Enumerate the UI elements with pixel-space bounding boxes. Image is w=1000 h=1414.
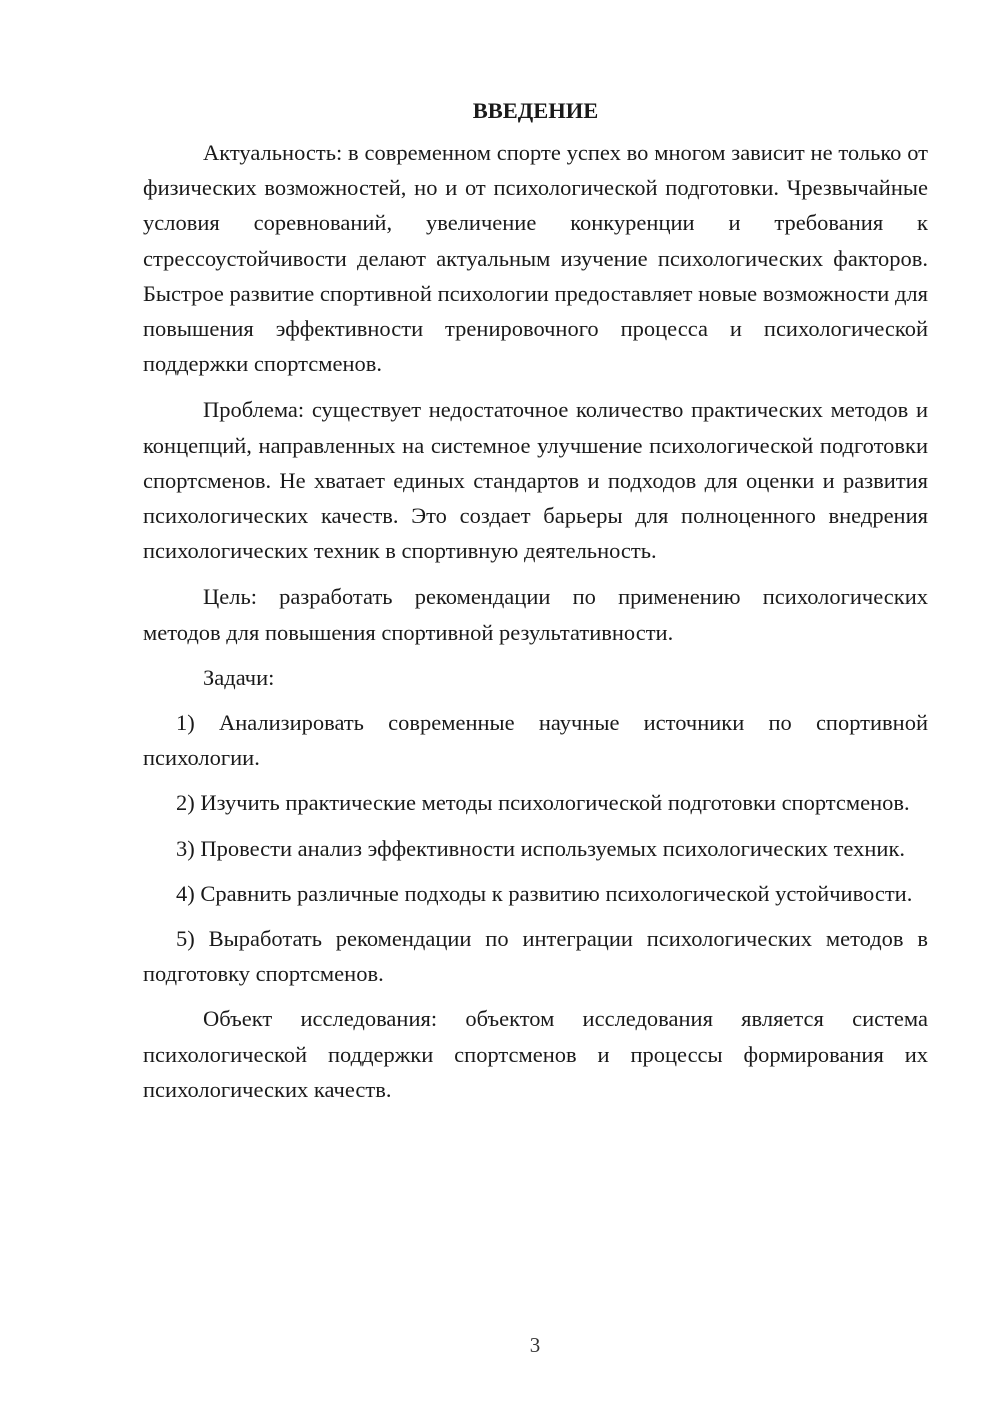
section-heading: ВВЕДЕНИЕ xyxy=(472,98,599,123)
document-page xyxy=(143,93,928,1118)
relevance-paragraph: Актуальность: в современном спорте успех во многом зависит не только от физических возможностей, но и от психологической подготовки. Чрезвычайные условия соревнований, увеличение конкуренции и требования к стрессоустойчивости делают актуальным изучение психологических факторов. Быстрое развитие спортивной психологии предоставляет новые возможности для повышения эффективности тренировочного процесса и психологической поддержки спортсменов. xyxy=(143,140,928,377)
task-item-2: 2) Изучить практические методы психологической подготовки спортсменов. xyxy=(176,790,910,816)
task-item-5: 5) Выработать рекомендации по интеграции психологических методов в подготовку спортсменов. xyxy=(143,926,928,987)
object-paragraph: Объект исследования: объектом исследования является система психологической поддержки спортсменов и процессы формирования их психологических качеств. xyxy=(143,1006,928,1102)
task-item-1: 1) Анализировать современные научные источники по спортивной психологии. xyxy=(143,710,928,771)
task-item-4: 4) Сравнить различные подходы к развитию психологической устойчивости. xyxy=(176,880,913,906)
page-number: 3 xyxy=(529,1333,541,1357)
problem-paragraph: Проблема: существует недостаточное количество практических методов и концепций, направленных на системное улучшение психологической подготовки спортсменов. Не хватает единых стандартов и подходов для оценки и развития психологических качеств. Это создает барьеры для полноценного внедрения психологических техник в спортивную деятельность. xyxy=(143,397,928,564)
goal-paragraph: Цель: разработать рекомендации по применению психологических методов для повышения спортивной результативности. xyxy=(143,584,928,645)
tasks-label: Задачи: xyxy=(203,664,275,690)
task-item-3: 3) Провести анализ эффективности используемых психологических техник. xyxy=(176,835,906,861)
